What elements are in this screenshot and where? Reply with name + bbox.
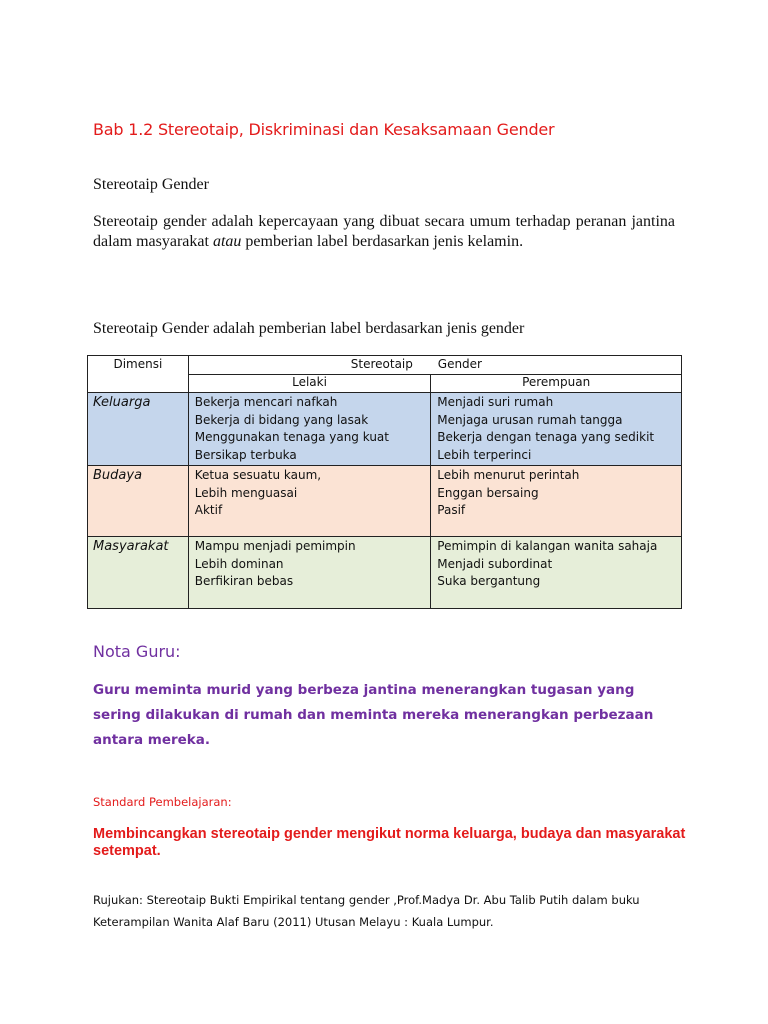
- list-item: Menjadi subordinat: [437, 556, 553, 571]
- header-lelaki-label: Lelaki: [292, 375, 327, 389]
- definition-text: Stereotaip gender adalah kepercayaan yang dibuat secara umum terhadap peranan jantina dalam masyarakat: [93, 213, 675, 250]
- list-item: Mampu menjadi pemimpin: [194, 539, 356, 553]
- section-title: Bab 1.2 Stereotaip, Diskriminasi dan Kesaksamaan Gender: [93, 120, 555, 139]
- lelaki-budaya: [188, 466, 431, 537]
- stereotype-table: [87, 355, 682, 609]
- perempuan-keluarga: [431, 393, 682, 466]
- lelaki-masyarakat: [188, 537, 431, 609]
- definition-paragraph: [93, 212, 675, 252]
- nota-guru-text: Guru meminta murid yang berbeza jantina menerangkan tugasan yang sering dilakukan di rumah dan meminta mereka menerangkan perbezaan antara mereka.: [93, 682, 654, 748]
- standard-label: Standard Pembelajaran:: [93, 795, 232, 809]
- table-caption: Stereotaip Gender adalah pemberian label berdasarkan jenis gender: [93, 320, 525, 337]
- perempuan-budaya: [431, 466, 682, 537]
- list-item: Lebih dominan: [194, 556, 284, 571]
- header-stereotaip-label: Stereotaip: [350, 357, 413, 371]
- table-row-masyarakat: [88, 537, 682, 609]
- header-dimensi: [88, 356, 189, 393]
- list-item: Bekerja mencari nafkah: [194, 395, 338, 409]
- list-item: Aktif: [194, 503, 223, 517]
- dimensi-keluarga: Keluarga: [88, 393, 189, 466]
- list-item: Enggan bersaing: [437, 485, 539, 500]
- list-item: Pasif: [437, 503, 466, 517]
- perempuan-masyarakat: [431, 537, 682, 609]
- header-gender-label: Gender: [437, 357, 482, 371]
- list-item: Menjaga urusan rumah tangga: [437, 412, 623, 427]
- subheading: Stereotaip Gender: [93, 176, 209, 193]
- header-perempuan: [431, 375, 682, 393]
- list-item: Ketua sesuatu kaum,: [194, 468, 322, 482]
- header-lelaki: [188, 375, 431, 393]
- definition-italic: atau: [212, 233, 242, 250]
- definition-text-end: pemberian label berdasarkan jenis kelamin.: [241, 233, 524, 250]
- list-item: Pemimpin di kalangan wanita sahaja: [437, 539, 658, 553]
- list-item: Menjadi suri rumah: [437, 395, 554, 409]
- list-item: Lebih menurut perintah: [437, 468, 580, 482]
- header-stereotaip-gender: [188, 356, 681, 375]
- nota-guru-heading: Nota Guru:: [93, 642, 181, 661]
- dimensi-budaya: Budaya: [88, 466, 189, 537]
- table-row-keluarga: [88, 393, 682, 466]
- list-item: Lebih menguasai: [194, 485, 298, 500]
- list-item: Berfikiran bebas: [194, 574, 294, 588]
- list-item: Menggunakan tenaga yang kuat: [194, 430, 389, 444]
- lelaki-keluarga: [188, 393, 431, 466]
- list-item: Suka bergantung: [437, 574, 541, 588]
- list-item: Bersikap terbuka: [194, 447, 297, 462]
- list-item: Lebih terperinci: [437, 447, 532, 462]
- header-dimensi-label: Dimensi: [113, 357, 163, 371]
- table-row-budaya: [88, 466, 682, 537]
- reference-text: Rujukan: Stereotaip Bukti Empirikal tentang gender ,Prof.Madya Dr. Abu Talib Putih dalam buku Keterampilan Wanita Alaf Baru (2011) Utusan Melayu : Kuala Lumpur.: [93, 893, 640, 929]
- list-item: Bekerja di bidang yang lasak: [194, 412, 369, 427]
- list-item: Bekerja dengan tenaga yang sedikit: [437, 430, 655, 444]
- standard-text: Membincangkan stereotaip gender mengikut norma keluarga, budaya dan masyarakat setempat.: [93, 826, 686, 859]
- header-perempuan-label: Perempuan: [522, 375, 591, 389]
- dimensi-masyarakat: Masyarakat: [88, 537, 189, 609]
